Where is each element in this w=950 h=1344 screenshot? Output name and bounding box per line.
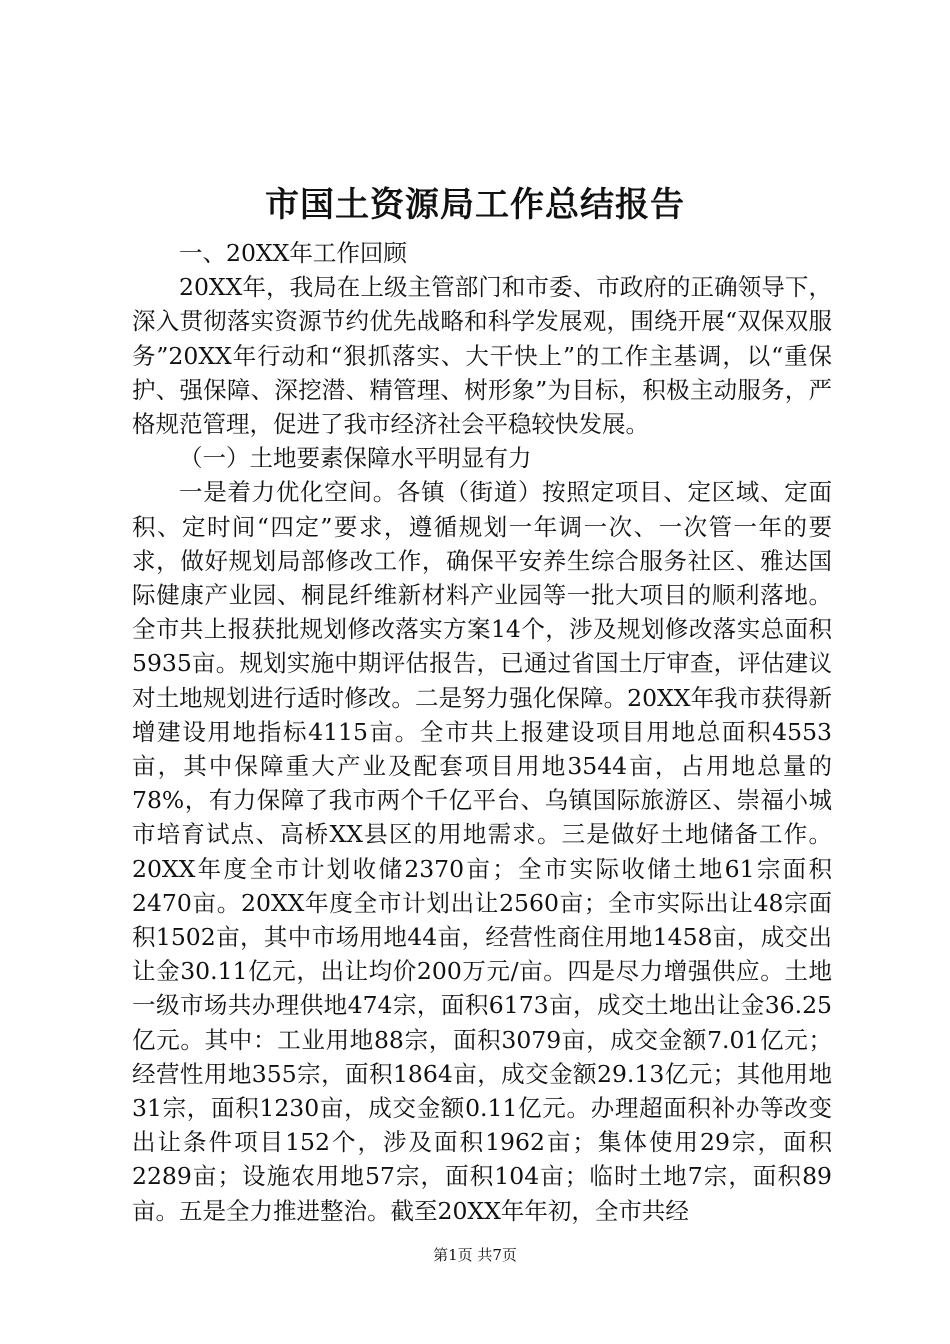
paragraph: 20XX年，我局在上级主管部门和市委、市政府的正确领导下，深入贯彻落实资源节约优先战略和科学发展观，围绕开展“双保双服务”20XX年行动和“狠抓落实、大干快上”的工作主基调，以“重保护、强保障、深挖潜、精管理、树形象”为目标，积极主动服务，严格规范管理，促进了我市经济社会平稳较快发展。	[132, 273, 832, 439]
paragraph: 一是着力优化空间。各镇（街道）按照定项目、定区域、定面积、定时间“四定”要求，遵循规划一年调一次、一次管一年的要求，做好规划局部修改工作，确保平安养生综合服务社区、雅达国际健康产业园、桐昆纤维新材料产业园等一批大项目的顺利落地。全市共上报获批规划修改落实方案14个，涉及规划修改落实总面积5935亩。规划实施中期评估报告，已通过省国土厅审查，评估建议对土地规划进行适时修改。二是努力强化保障。20XX年我市获得新增建设用地指标4115亩。全市共上报建设项目用地总面积4553亩，其中保障重大产业及配套项目用地3544亩，占用地总量的78%，有力保障了我市两个千亿平台、乌镇国际旅游区、崇福小城市培育试点、高桥XX县区的用地需求。三是做好土地储备工作。20XX年度全市计划收储2370亩；全市实际收储土地61宗面积2470亩。20XX年度全市计划出让2560亩；全市实际出让48宗面积1502亩，其中市场用地44亩，经营性商住用地1458亩，成交出让金30.11亿元，出让均价200万元/亩。四是尽力增强供应。土地一级市场共办理供地474宗，面积6173亩，成交土地出让金36.25亿元。其中：工业用地88宗，面积3079亩，成交金额7.01亿元；经营性用地355宗，面积1864亩，成交金额29.13亿元；其他用地31宗，面积1230亩，成交金额0.11亿元。办理超面积补办等改变出让条件项目152个，涉及面积1962亩；集体使用29宗，面积2289亩；设施农用地57宗，面积104亩；临时土地7宗，面积89亩。五是全力推进整治。截至20XX年年初，全市共经	[132, 478, 832, 1225]
document-body	[132, 236, 832, 1228]
subsection-heading: （一）土地要素保障水平明显有力	[179, 444, 532, 473]
page-footer: 第1页 共7页	[433, 1246, 517, 1264]
document-title: 市国土资源局工作总结报告	[265, 185, 685, 225]
section-heading: 一、20XX年工作回顾	[179, 239, 407, 267]
